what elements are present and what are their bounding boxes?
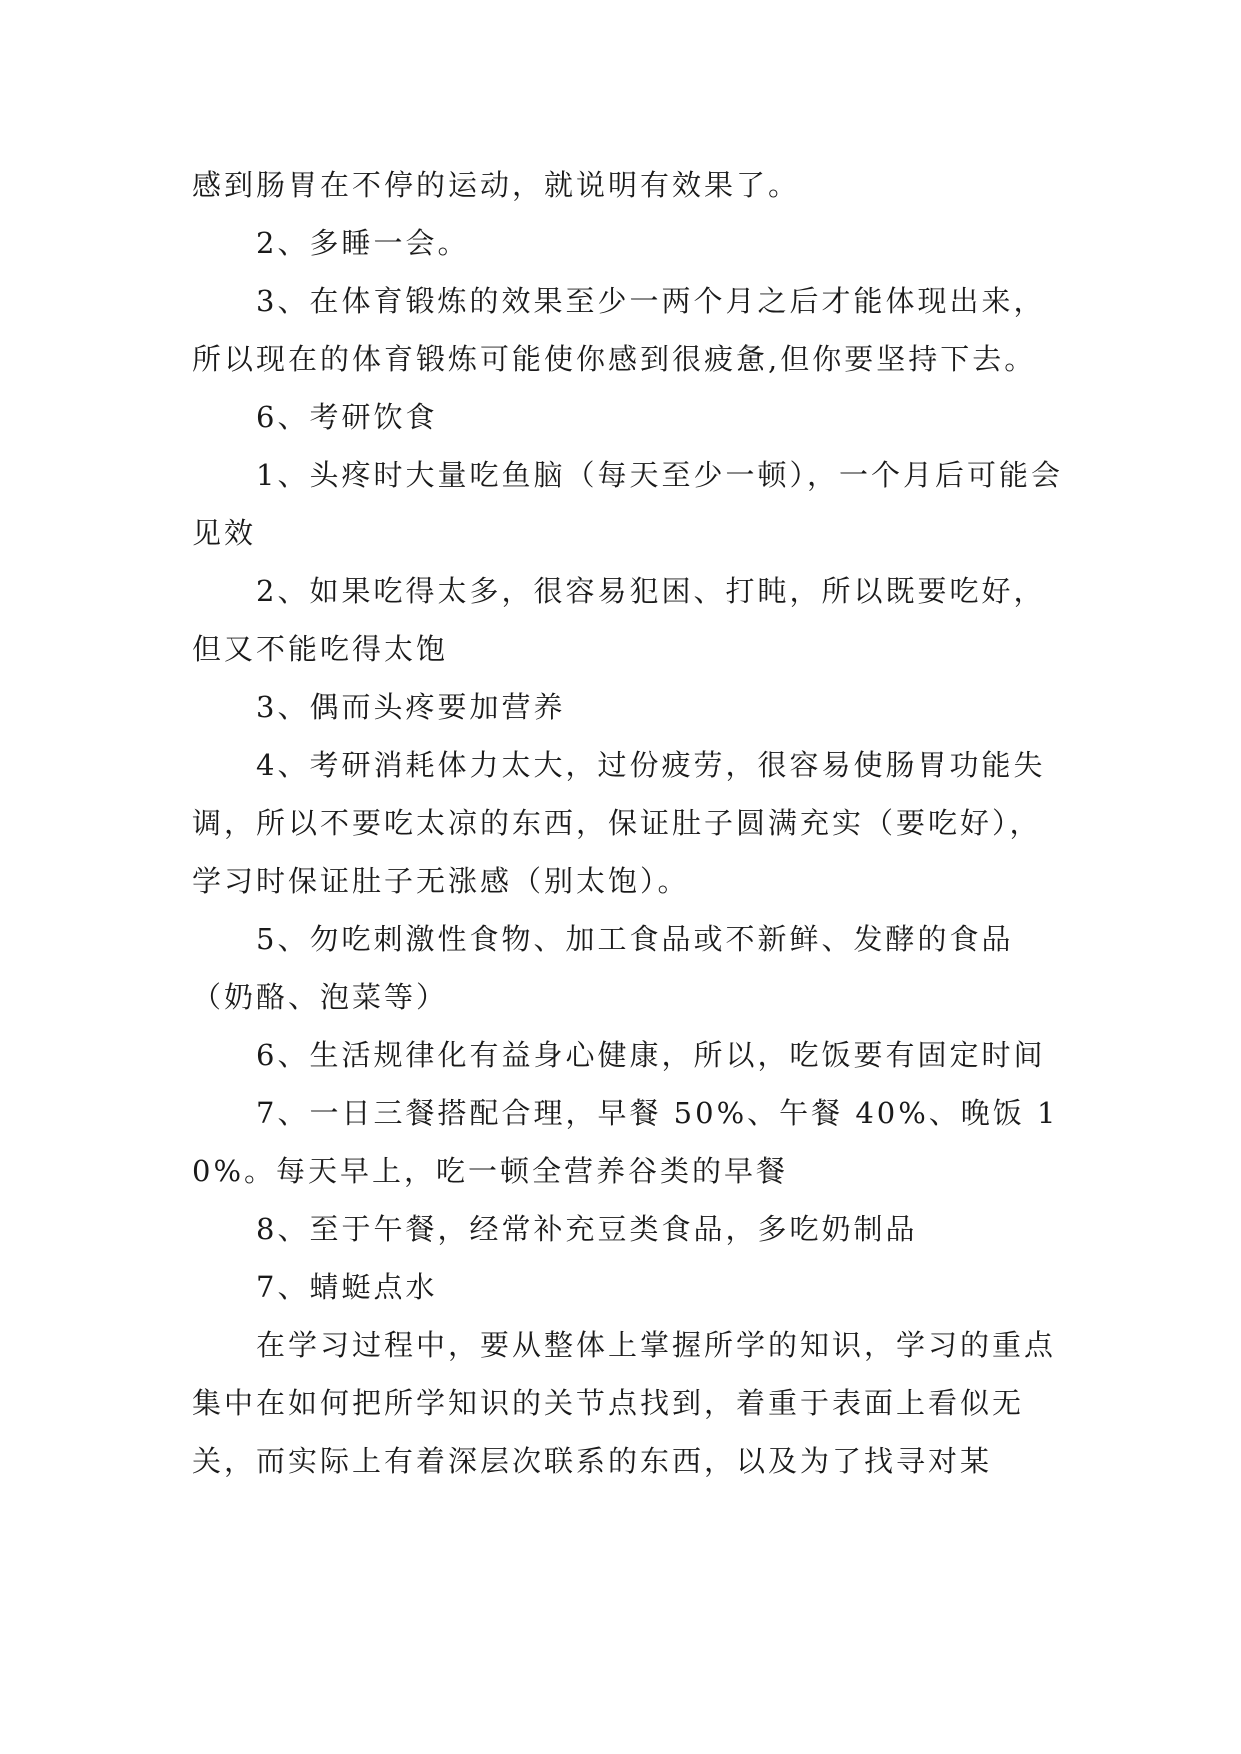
- paragraph-10: 6、生活规律化有益身心健康，所以，吃饭要有固定时间: [256, 1038, 1046, 1072]
- paragraph-2: 2、多睡一会。: [256, 226, 470, 260]
- paragraph-5: 1、头疼时大量吃鱼脑（每天至少一顿），一个月后可能会见效: [192, 458, 1063, 550]
- paragraph-3: 3、在体育锻炼的效果至少一两个月之后才能体现出来，所以现在的体育锻炼可能使你感到很疲惫,但你要坚持下去。: [192, 284, 1046, 376]
- paragraph-1: 感到肠胃在不停的运动，就说明有效果了。: [192, 168, 801, 202]
- document-body: [192, 156, 1072, 1490]
- paragraph-9: 5、勿吃刺激性食物、加工食品或不新鲜、发酵的食品（奶酪、泡菜等）: [192, 922, 1014, 1014]
- section-heading-dragonfly: 7、蜻蜓点水: [256, 1270, 438, 1304]
- paragraph-11: 7、一日三餐搭配合理，早餐 50%、午餐 40%、晚饭 10%。每天早上，吃一顿全营养谷类的早餐: [192, 1096, 1059, 1188]
- paragraph-8: 4、考研消耗体力太大，过份疲劳，很容易使肠胃功能失调，所以不要吃太凉的东西，保证肚子圆满充实（要吃好），学习时保证肚子无涨感（别太饱）。: [192, 748, 1046, 898]
- paragraph-14: 在学习过程中，要从整体上掌握所学的知识，学习的重点集中在如何把所学知识的关节点找到，着重于表面上看似无关，而实际上有着深层次联系的东西，以及为了找寻对某: [192, 1328, 1057, 1478]
- paragraph-6: 2、如果吃得太多，很容易犯困、打盹，所以既要吃好，但又不能吃得太饱: [192, 574, 1046, 666]
- paragraph-12: 8、至于午餐，经常补充豆类食品，多吃奶制品: [256, 1212, 918, 1246]
- section-heading-diet: 6、考研饮食: [256, 400, 438, 434]
- paragraph-7: 3、偶而头疼要加营养: [256, 690, 566, 724]
